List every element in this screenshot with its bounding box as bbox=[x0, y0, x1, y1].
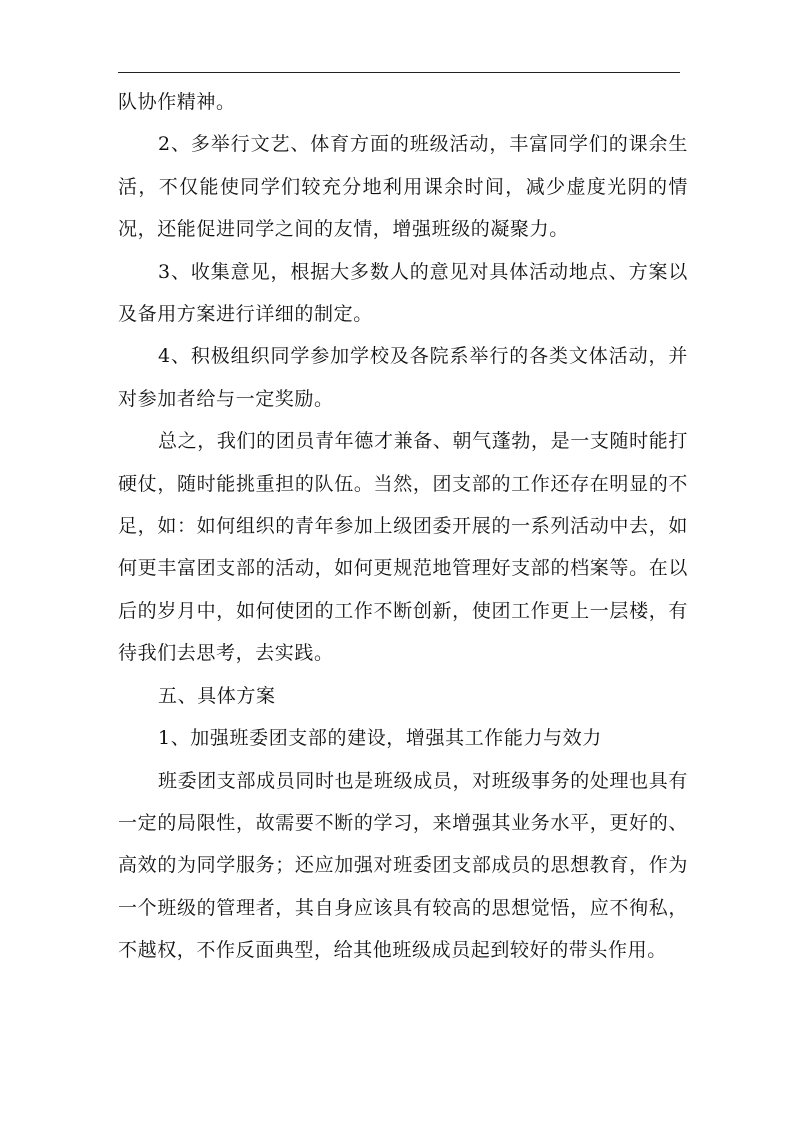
paragraph-2: 2、多举行文艺、体育方面的班级活动，丰富同学们的课余生活，不仅能使同学们较充分地利用课余时间，减少虚度光阴的情况，还能促进同学之间的友情，增强班级的凝聚力。 bbox=[118, 133, 688, 241]
paragraph-4: 4、积极组织同学参加学校及各院系举行的各类文体活动，并对参加者给与一定奖励。 bbox=[118, 345, 688, 410]
document-body bbox=[118, 81, 688, 972]
header-rule bbox=[118, 72, 680, 73]
paragraph-8: 班委团支部成员同时也是班级成员，对班级事务的处理也具有一定的局限性，故需要不断的学习，来增强其业务水平，更好的、高效的为同学服务；还应加强对班委团支部成员的思想教育，作为一个班级的管理者，其自身应该具有较高的思想觉悟，应不徇私，不越权，不作反面典型，给其他班级成员起到较好的带头作用。 bbox=[118, 769, 688, 962]
paragraph-1: 队协作精神。 bbox=[118, 91, 236, 113]
subsection-heading: 1、加强班委团支部的建设，增强其工作能力与效力 bbox=[158, 727, 602, 750]
paragraph-5: 总之，我们的团员青年德才兼备、朝气蓬勃，是一支随时能打硬仗，随时能挑重担的队伍。当然，团支部的工作还存在明显的不足，如：如何组织的青年参加上级团委开展的一系列活动中去，如何更丰富团支部的活动，如何更规范地管理好支部的档案等。在以后的岁月中，如何使团的工作不断创新，使团工作更上一层楼，有待我们去思考，去实践。 bbox=[118, 430, 688, 665]
paragraph-3: 3、收集意见，根据大多数人的意见对具体活动地点、方案以及备用方案进行详细的制定。 bbox=[118, 260, 688, 326]
section-heading: 五、具体方案 bbox=[158, 684, 276, 707]
